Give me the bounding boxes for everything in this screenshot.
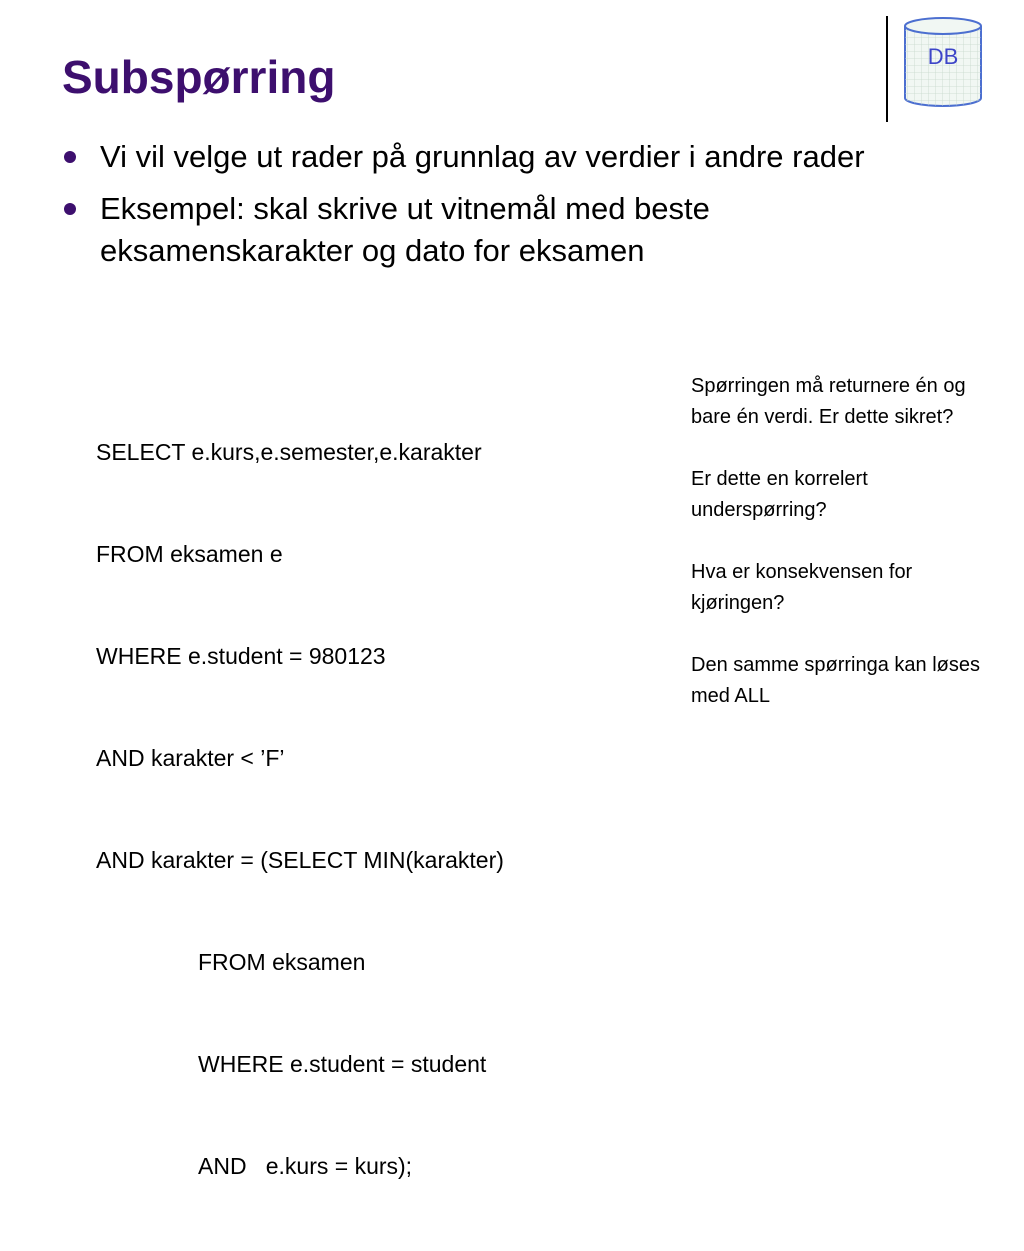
note-all-alternative: Den samme spørringa kan løses med ALL [691,654,980,707]
code-line: AND karakter < ’F’ [96,745,285,771]
code-line: AND karakter = (SELECT MIN(karakter) [96,847,504,873]
database-cylinder-icon [900,16,986,110]
slide-title: Subspørring [62,51,336,103]
bullet-dot-icon [64,151,76,163]
code-line: SELECT e.kurs,e.semester,e.karakter [96,439,482,465]
note-correlated: Er dette en korrelert underspørring? [691,468,868,521]
note-consequence: Hva er konsekvensen for kjøringen? [691,561,913,614]
db-logo-label: DB [927,44,959,69]
code-line-subquery: WHERE e.student = student [198,1051,487,1077]
code-line-subquery: FROM eksamen [198,949,366,975]
code-line-subquery: AND e.kurs = kurs); [198,1153,413,1179]
bullet-text: Eksempel: skal skrive ut vitnemål med beste eksamenskarakter og dato for eksamen [100,191,710,268]
bullet-list [60,136,940,282]
side-notes [691,371,991,712]
bullet-item [60,188,940,272]
code-line: FROM eksamen e [96,541,283,567]
bullet-text: Vi vil velge ut rader på grunnlag av verdier i andre rader [100,139,865,174]
sql-code-block [96,367,504,1251]
bullet-item [60,136,940,178]
header-divider [886,16,888,122]
code-line: WHERE e.student = 980123 [96,643,386,669]
bullet-dot-icon [64,203,76,215]
note-uniqueness: Spørringen må returnere én og bare én verdi. Er dette sikret? [691,375,966,428]
